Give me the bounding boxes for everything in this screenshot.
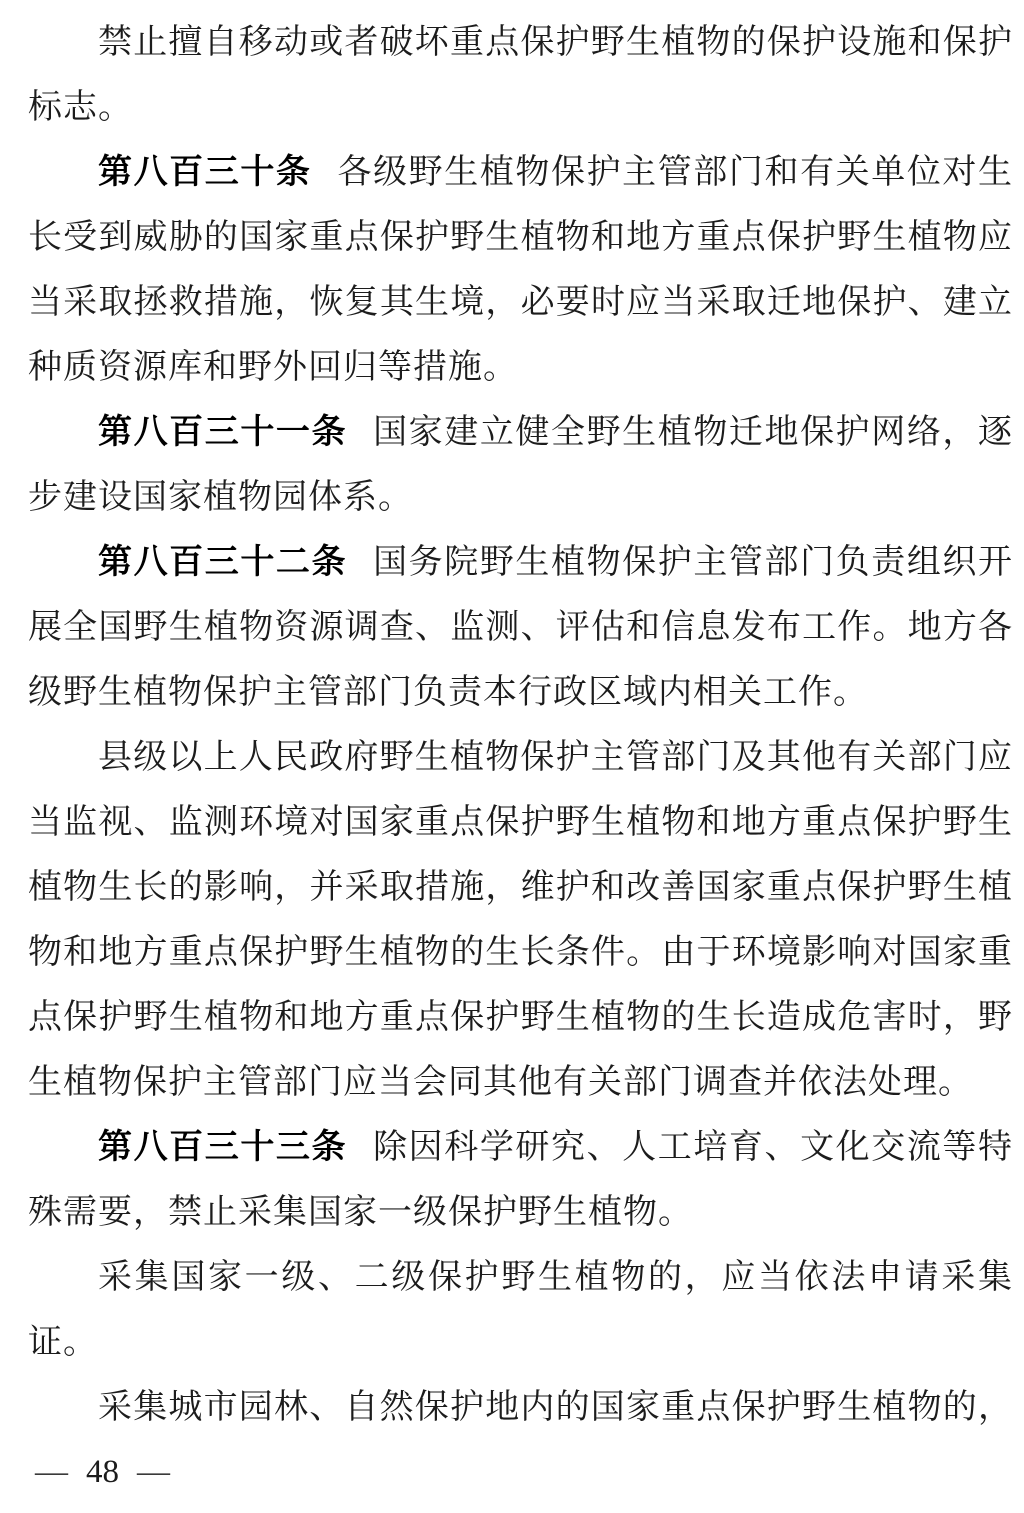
text-line xyxy=(28,595,1012,660)
page-footer xyxy=(35,1450,170,1494)
text-line xyxy=(28,725,1012,790)
text-line xyxy=(28,270,1012,335)
line-text: 当监视、监测环境对国家重点保护野生植物和地方重点保护野生 xyxy=(28,804,1012,841)
line-text: 国家建立健全野生植物迁地保护网络，逐 xyxy=(373,414,1013,451)
text-line xyxy=(28,1050,1012,1115)
line-text: 县级以上人民政府野生植物保护主管部门及其他有关部门应 xyxy=(98,739,1012,776)
text-line xyxy=(28,140,1012,205)
article-number: 第八百三十三条 xyxy=(98,1128,348,1166)
line-text: 采集城市园林、自然保护地内的国家重点保护野生植物的， xyxy=(98,1389,1012,1426)
text-line xyxy=(28,660,1012,725)
article-number: 第八百三十条 xyxy=(98,153,312,191)
text-line xyxy=(28,1180,1012,1245)
text-line xyxy=(28,1375,1012,1440)
text-line xyxy=(28,335,1012,400)
text-line xyxy=(28,75,1012,140)
document-body xyxy=(28,10,1012,1440)
line-text: 级野生植物保护主管部门负责本行政区域内相关工作。 xyxy=(28,674,868,711)
line-text: 各级野生植物保护主管部门和有关单位对生 xyxy=(337,154,1012,191)
line-text: 标志。 xyxy=(28,89,133,126)
line-text: 除因科学研究、人工培育、文化交流等特 xyxy=(373,1129,1013,1166)
line-text: 物和地方重点保护野生植物的生长条件。由于环境影响对国家重 xyxy=(28,934,1012,971)
line-text: 禁止擅自移动或者破坏重点保护野生植物的保护设施和保护 xyxy=(98,24,1012,61)
line-text: 种质资源库和野外回归等措施。 xyxy=(28,349,518,386)
line-text: 殊需要，禁止采集国家一级保护野生植物。 xyxy=(28,1194,693,1231)
line-text: 植物生长的影响，并采取措施，维护和改善国家重点保护野生植 xyxy=(28,869,1012,906)
text-line xyxy=(28,855,1012,920)
line-text: 证。 xyxy=(28,1324,98,1361)
line-text: 步建设国家植物园体系。 xyxy=(28,479,413,516)
text-line xyxy=(28,400,1012,465)
page-number: 48 xyxy=(86,1454,119,1490)
footer-dash-right: — xyxy=(137,1454,170,1490)
line-text: 国务院野生植物保护主管部门负责组织开 xyxy=(373,544,1013,581)
text-line xyxy=(28,1115,1012,1180)
line-text: 点保护野生植物和地方重点保护野生植物的生长造成危害时，野 xyxy=(28,999,1012,1036)
text-line xyxy=(28,1310,1012,1375)
text-line xyxy=(28,530,1012,595)
text-line xyxy=(28,920,1012,985)
article-number: 第八百三十二条 xyxy=(98,543,348,581)
line-text: 生植物保护主管部门应当会同其他有关部门调查并依法处理。 xyxy=(28,1064,973,1101)
text-line xyxy=(28,985,1012,1050)
footer-dash-left: — xyxy=(35,1454,68,1490)
line-text: 采集国家一级、二级保护野生植物的，应当依法申请采集 xyxy=(98,1259,1012,1296)
text-line xyxy=(28,1245,1012,1310)
text-line xyxy=(28,790,1012,855)
text-line xyxy=(28,205,1012,270)
line-text: 展全国野生植物资源调查、监测、评估和信息发布工作。地方各 xyxy=(28,609,1012,646)
line-text: 当采取拯救措施，恢复其生境，必要时应当采取迁地保护、建立 xyxy=(28,284,1012,321)
article-number: 第八百三十一条 xyxy=(98,413,348,451)
line-text: 长受到威胁的国家重点保护野生植物和地方重点保护野生植物应 xyxy=(28,219,1012,256)
text-line xyxy=(28,10,1012,75)
text-line xyxy=(28,465,1012,530)
